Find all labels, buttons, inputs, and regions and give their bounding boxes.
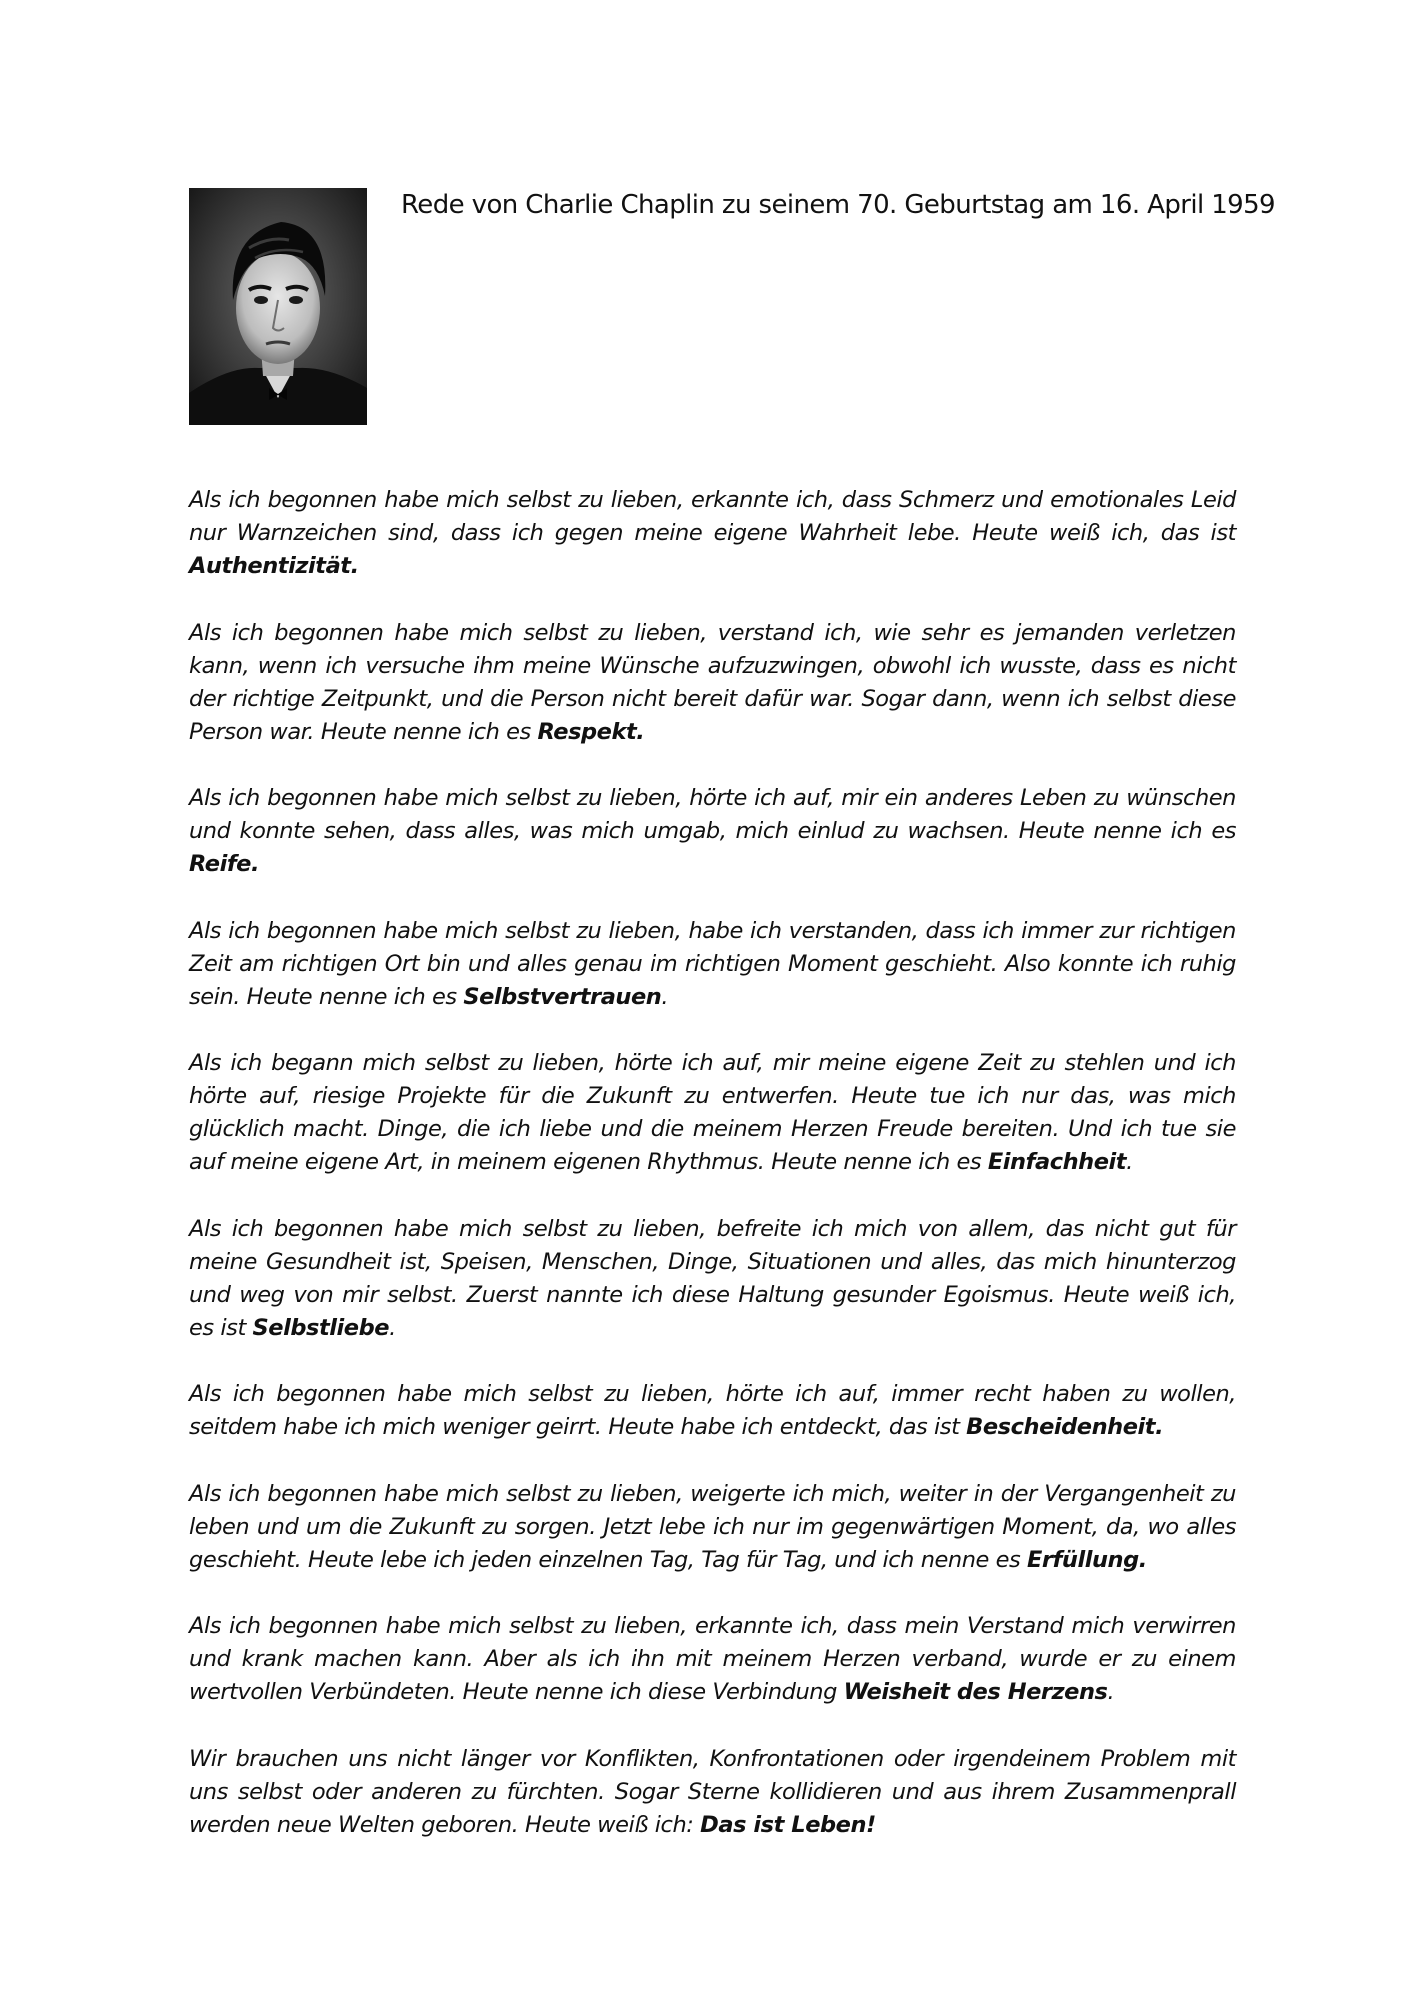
paragraph [189, 915, 1236, 1014]
paragraph [189, 617, 1236, 749]
speech-body [189, 484, 1236, 1875]
paragraph-text: Als ich begonnen habe mich selbst zu lieben, verstand ich, wie sehr es jemanden verletzen kann, wenn ich versuche ihm meine Wünsche aufzuzwingen, obwohl ich wusste, dass es nicht der richtige Zeitpunkt, und die Person nicht bereit dafür war. Sogar dann, wenn ich selbst diese Person war. Heute nenne ich es [189, 619, 1236, 745]
paragraph-text: Als ich begonnen habe mich selbst zu lieben, hörte ich auf, mir ein anderes Leben zu wünschen und konnte sehen, dass alles, was mich umgab, mich einlud zu wachsen. Heute nenne ich es [189, 785, 1236, 844]
paragraph-text: Als ich begonnen habe mich selbst zu lieben, weigerte ich mich, weiter in der Vergangenheit zu leben und um die Zukunft zu sorgen. Jetzt lebe ich nur im gegenwärtigen Moment, da, wo alles geschieht. Heute lebe ich jeden einzelnen Tag, Tag für Tag, und ich nenne es [189, 1480, 1236, 1573]
paragraph-keyword: Erfüllung. [1026, 1546, 1147, 1573]
paragraph-keyword: Selbstvertrauen [463, 983, 662, 1010]
paragraph-after: . [661, 983, 669, 1010]
paragraph [189, 1478, 1236, 1577]
paragraph-keyword: Reife. [189, 851, 260, 877]
paragraph-text: Als ich begonnen habe mich selbst zu lieben, hörte ich auf, immer recht haben zu wollen, seitdem habe ich mich weniger geirrt. Heute habe ich entdeckt, das ist [189, 1381, 1236, 1440]
paragraph [189, 1743, 1236, 1842]
paragraph [189, 782, 1236, 881]
paragraph-text: Als ich begann mich selbst zu lieben, hörte ich auf, mir meine eigene Zeit zu stehlen und ich hörte auf, riesige Projekte für die Zukunft zu entwerfen. Heute tue ich nur das, was mich glücklich macht. Dinge, die ich liebe und die meinem Herzen Freude bereiten. Und ich tue sie auf meine eigene Art, in meinem eigenen Rhythmus. Heute nenne ich es [189, 1050, 1236, 1175]
paragraph-keyword: Weisheit des Herzens [843, 1679, 1108, 1705]
paragraph-text: Als ich begonnen habe mich selbst zu lieben, befreite ich mich von allem, das nicht gut für meine Gesundheit ist, Speisen, Menschen, Dinge, Situationen und alles, das mich hinunterzog und weg von mir selbst. Zuerst nannte ich diese Haltung gesunder Egoismus. Heute weiß ich, es ist [189, 1215, 1236, 1341]
paragraph [189, 484, 1236, 583]
paragraph-keyword: Respekt. [537, 718, 645, 745]
portrait-photo [189, 188, 367, 425]
paragraph-text: Als ich begonnen habe mich selbst zu lieben, erkannte ich, dass Schmerz und emotionales Leid nur Warnzeichen sind, dass ich gegen meine eigene Wahrheit lebe. Heute weiß ich, das ist [189, 487, 1236, 546]
paragraph-keyword: Bescheidenheit. [966, 1414, 1164, 1440]
paragraph [189, 1047, 1236, 1179]
paragraph-text: Wir brauchen uns nicht länger vor Konflikten, Konfrontationen oder irgendeinem Problem mit uns selbst oder anderen zu fürchten. Sogar Sterne kollidieren und aus ihrem Zusammenprall werden neue Welten geboren. Heute weiß ich: [189, 1745, 1236, 1838]
page-title: Rede von Charlie Chaplin zu seinem 70. Geburtstag am 16. April 1959 [401, 190, 1276, 220]
portrait-image [189, 188, 367, 425]
paragraph-keyword: Authentizität. [189, 553, 359, 579]
paragraph-after: . [1107, 1679, 1115, 1705]
paragraph-after: . [389, 1314, 396, 1341]
paragraph [189, 1610, 1236, 1709]
paragraph [189, 1213, 1236, 1345]
paragraph-text: Als ich begonnen habe mich selbst zu lieben, habe ich verstanden, dass ich immer zur richtigen Zeit am richtigen Ort bin und alles genau im richtigen Moment geschieht. Also konnte ich ruhig sein. Heute nenne ich es [189, 917, 1236, 1010]
paragraph-text: Als ich begonnen habe mich selbst zu lieben, erkannte ich, dass mein Verstand mich verwirren und krank machen kann. Aber als ich ihn mit meinem Herzen verband, wurde er zu einem wertvollen Verbündeten. Heute nenne ich diese Verbindung [189, 1613, 1236, 1705]
paragraph-after: . [1126, 1149, 1133, 1175]
paragraph-keyword: Einfachheit [987, 1149, 1127, 1175]
paragraph-keyword: Selbstliebe [252, 1314, 390, 1341]
paragraph-keyword: Das ist Leben! [700, 1811, 876, 1838]
paragraph [189, 1378, 1236, 1444]
